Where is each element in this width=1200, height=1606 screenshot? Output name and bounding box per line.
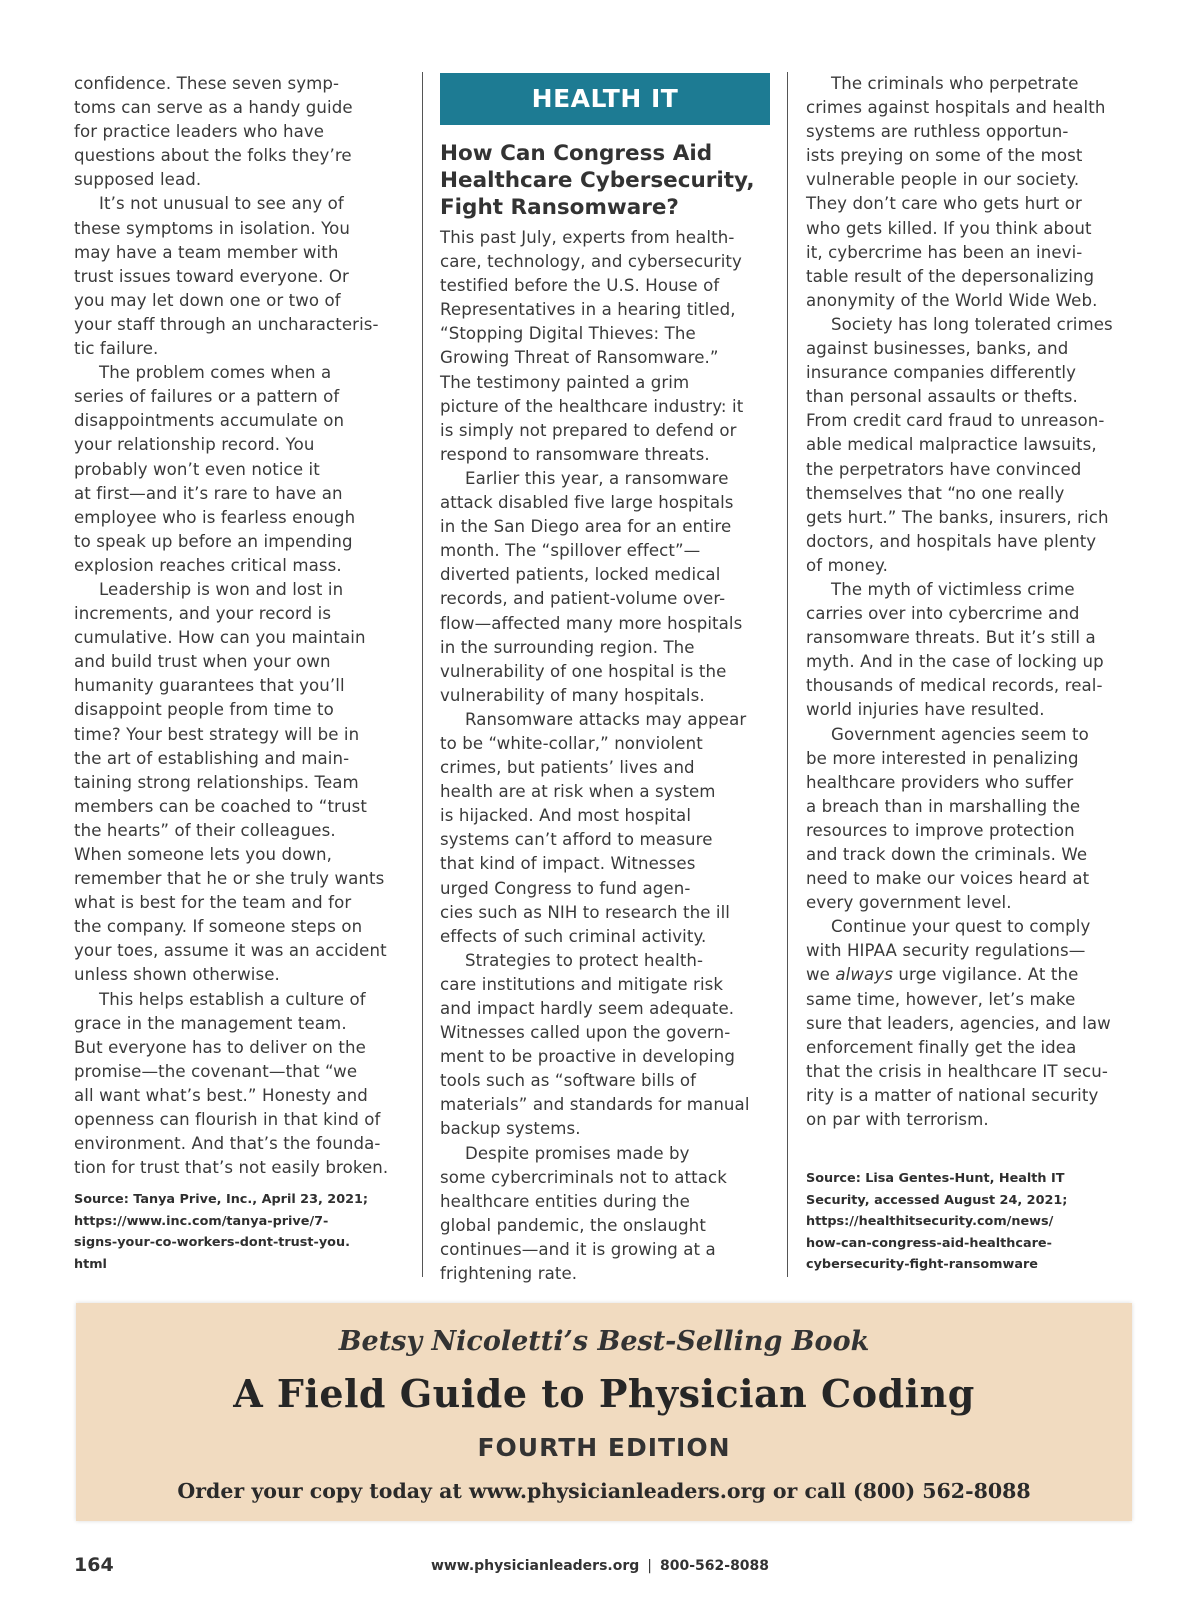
text-line: tools such as “software bills of — [440, 1071, 697, 1091]
text-line: picture of the healthcare industry: it — [440, 396, 744, 416]
page-number: 164 — [74, 1554, 114, 1576]
text-line: environment. And that’s the founda- — [74, 1134, 381, 1154]
text-line: records, and patient-volume over- — [440, 589, 726, 609]
text-line: materials” and standards for manual — [440, 1095, 750, 1115]
source-citation-left — [74, 1189, 368, 1275]
text-line: attack disabled five large hospitals — [440, 493, 734, 513]
text-line: that kind of impact. Witnesses — [440, 854, 696, 874]
text-line: resources to improve protection — [806, 820, 1075, 840]
emphasis-text: always — [835, 965, 893, 985]
text-line: This past July, experts from health- — [440, 228, 735, 247]
text-line: to be “white-collar,” nonviolent — [440, 733, 703, 753]
article-column-right — [806, 72, 1146, 1132]
article-column-left — [74, 72, 404, 1180]
text-line: need to make our voices heard at — [806, 869, 1090, 889]
source-line: Security, accessed August 24, 2021; — [806, 1192, 1068, 1208]
text-line: you may let down one or two of — [74, 290, 341, 310]
text-line: Earlier this year, a ransomware — [465, 468, 729, 488]
text-line: ists preying on some of the most — [806, 146, 1083, 166]
text-line: Continue your quest to comply — [831, 917, 1091, 937]
text-line: The problem comes when a — [99, 363, 332, 383]
source-line: https://www.inc.com/tanya-prive/7- — [74, 1213, 329, 1229]
text-line: crimes against hospitals and health — [806, 98, 1106, 118]
source-line: signs-your-co-workers-dont-trust-you. — [74, 1235, 350, 1250]
text-line: the perpetrators have convinced — [806, 459, 1082, 479]
text-line: openness can flourish in that kind of — [74, 1110, 381, 1130]
text-line: Despite promises made by — [465, 1143, 690, 1163]
article-headline — [440, 140, 770, 221]
text-line: the art of establishing and main- — [74, 748, 350, 768]
text-line: flow—affected many more hospitals — [440, 613, 743, 633]
text-line: vulnerable people in our society. — [806, 170, 1080, 190]
text-line: same time, however, let’s make — [806, 989, 1076, 1009]
text-line: urged Congress to fund agen- — [440, 878, 691, 898]
ad-order-line: Order your copy today at www.physicianleaders.org or call (800) 562-8088 — [177, 1479, 1031, 1503]
text-line: vulnerability of many hospitals. — [440, 685, 705, 705]
text-line: continues—and it is growing at a — [440, 1239, 716, 1259]
column-divider-left — [422, 72, 423, 1277]
text-line: taining strong relationships. Team — [74, 772, 359, 792]
text-line: world injuries have resulted. — [806, 700, 1045, 720]
text-line: a breach than in marshalling the — [806, 796, 1081, 816]
text-line: healthcare providers who suffer — [806, 772, 1074, 792]
text-line: Strategies to protect health- — [465, 950, 704, 970]
text-line: vulnerability of one hospital is the — [440, 661, 727, 681]
text-line: When someone lets you down, — [74, 845, 333, 864]
text-line: “Stopping Digital Thieves: The — [440, 324, 696, 344]
section-banner: HEALTH IT — [440, 73, 770, 125]
text-line: systems can’t afford to measure — [440, 830, 713, 850]
text-line: members can be coached to “trust — [74, 796, 367, 816]
text-line: healthcare entities during the — [440, 1191, 690, 1211]
text-line: your relationship record. You — [74, 435, 315, 455]
text-line: doctors, and hospitals have plenty — [806, 531, 1097, 551]
column-divider-right — [787, 72, 788, 1277]
text-line: questions about the folks they’re — [74, 146, 352, 166]
text-line: at first—and it’s rare to have an — [74, 483, 343, 503]
headline-line: Healthcare Cybersecurity, — [440, 168, 755, 193]
text-line — [806, 963, 1146, 987]
text-line: unless shown otherwise. — [74, 965, 280, 985]
text-line: gets hurt.” The banks, insurers, rich — [806, 507, 1109, 527]
text-line: probably won’t even notice it — [74, 459, 320, 479]
text-line: with HIPAA security regulations— — [806, 941, 1086, 961]
text-line: your staff through an uncharacteris- — [74, 314, 379, 334]
source-line: Source: Tanya Prive, Inc., April 23, 2021; — [74, 1192, 369, 1207]
text-line: and track down the criminals. We — [806, 845, 1088, 864]
text-line: every government level. — [806, 893, 1012, 913]
text-line: is simply not prepared to defend or — [440, 420, 737, 440]
text-line: promise—the covenant—that “we — [74, 1061, 358, 1081]
text-line: disappointments accumulate on — [74, 411, 345, 431]
text-line: Leadership is won and lost in — [99, 579, 344, 599]
text-line: supposed lead. — [74, 170, 202, 190]
text-line: explosion reaches critical mass. — [74, 555, 342, 575]
source-citation-right — [806, 1168, 1067, 1276]
text-line: The myth of victimless crime — [831, 579, 1075, 599]
text-line: table result of the depersonalizing — [806, 266, 1095, 286]
text-run: urge vigilance. At the — [892, 965, 1079, 985]
text-line: From credit card fraud to unreason- — [806, 411, 1105, 431]
text-line: cumulative. How can you maintain — [74, 628, 366, 648]
text-line: care, technology, and cybersecurity — [440, 252, 742, 272]
text-line: cies such as NIH to research the ill — [440, 902, 731, 922]
text-line: it, cybercrime has been an inevi- — [806, 242, 1083, 262]
text-line: the company. If someone steps on — [74, 917, 363, 937]
text-line: than personal assaults or thefts. — [806, 387, 1078, 407]
source-line: cybersecurity-fight-ransomware — [806, 1257, 1038, 1272]
text-line: ransomware threats. But it’s still a — [806, 628, 1096, 648]
source-line: how-can-congress-aid-healthcare- — [806, 1235, 1052, 1251]
text-line: Growing Threat of Ransomware.” — [440, 348, 719, 368]
text-line: able medical malpractice lawsuits, — [806, 435, 1097, 455]
text-line: insurance companies differently — [806, 363, 1077, 383]
text-line: all want what’s best.” Honesty and — [74, 1085, 368, 1105]
text-line: myth. And in the case of locking up — [806, 652, 1104, 672]
text-line: grace in the management team. — [74, 1013, 347, 1033]
text-line: remember that he or she truly wants — [74, 869, 385, 889]
text-line: respond to ransomware threats. — [440, 444, 710, 464]
text-line: backup systems. — [440, 1119, 581, 1139]
article-column-middle — [440, 226, 770, 1286]
text-line: to speak up before an impending — [74, 531, 353, 551]
headline-line: Fight Ransomware? — [440, 195, 679, 220]
text-line: tion for trust that’s not easily broken. — [74, 1158, 389, 1178]
text-line: thousands of medical records, real- — [806, 676, 1103, 696]
text-line: carries over into cybercrime and — [806, 604, 1080, 624]
footer-phone: 800-562-8088 — [660, 1558, 770, 1574]
text-line: is hijacked. And most hospital — [440, 806, 692, 826]
text-line: humanity guarantees that you’ll — [74, 676, 345, 696]
footer-website: www.physicianleaders.org — [430, 1558, 640, 1574]
text-line: what is best for the team and for — [74, 893, 352, 913]
text-line: these symptoms in isolation. You — [74, 218, 350, 238]
text-line: crimes, but patients’ lives and — [440, 758, 695, 778]
text-line: on par with terrorism. — [806, 1110, 989, 1130]
text-line: rity is a matter of national security — [806, 1085, 1099, 1105]
text-line: themselves that “no one really — [806, 483, 1065, 503]
text-line: the hearts” of their colleagues. — [74, 820, 336, 840]
text-line: Witnesses called upon the govern- — [440, 1023, 731, 1043]
text-line: against businesses, banks, and — [806, 339, 1069, 359]
text-line: in the surrounding region. The — [440, 637, 695, 657]
text-line: increments, and your record is — [74, 604, 332, 624]
text-line: and build trust when your own — [74, 652, 331, 672]
headline-line: How Can Congress Aid — [440, 141, 713, 166]
text-line: It’s not unusual to see any of — [99, 194, 344, 214]
text-line: But everyone has to deliver on the — [74, 1037, 366, 1057]
text-line: diverted patients, locked medical — [440, 565, 721, 585]
text-line: care institutions and mitigate risk — [440, 974, 724, 994]
source-line: https://healthitsecurity.com/news/ — [806, 1214, 1054, 1229]
text-line: Government agencies seem to — [831, 724, 1089, 744]
text-line: toms can serve as a handy guide — [74, 98, 353, 118]
text-line: series of failures or a pattern of — [74, 387, 340, 407]
text-line: in the San Diego area for an entire — [440, 517, 732, 537]
text-line: global pandemic, the onslaught — [440, 1215, 706, 1235]
text-line: effects of such criminal activity. — [440, 926, 707, 946]
text-line: ment to be proactive in developing — [440, 1047, 736, 1067]
source-line: Source: Lisa Gentes-Hunt, Health IT — [806, 1171, 1065, 1186]
text-line: of money. — [806, 555, 888, 575]
text-line: This helps establish a culture of — [99, 989, 366, 1009]
ad-book-title: A Field Guide to Physician Coding — [233, 1371, 975, 1416]
ad-edition: FOURTH EDITION — [477, 1433, 731, 1462]
text-line: enforcement finally get the idea — [806, 1037, 1077, 1057]
text-line: may have a team member with — [74, 242, 339, 262]
text-line: some cybercriminals not to attack — [440, 1167, 727, 1187]
text-line: for practice leaders who have — [74, 122, 325, 142]
ad-author-line: Betsy Nicoletti’s Best-Selling Book — [338, 1326, 870, 1357]
text-line: employee who is fearless enough — [74, 507, 356, 527]
text-line: systems are ruthless opportun- — [806, 122, 1069, 142]
text-line: Representatives in a hearing titled, — [440, 300, 736, 320]
text-line: Society has long tolerated crimes — [831, 314, 1113, 334]
page-footer — [0, 1558, 1200, 1574]
text-line: and impact hardly seem adequate. — [440, 999, 735, 1018]
text-line: frightening rate. — [440, 1264, 578, 1284]
text-line: testified before the U.S. House of — [440, 276, 720, 296]
text-line: sure that leaders, agencies, and law — [806, 1013, 1111, 1033]
text-line: anonymity of the World Wide Web. — [806, 290, 1098, 310]
footer-separator: | — [647, 1558, 652, 1574]
text-run: we — [806, 965, 836, 985]
text-line: The testimony painted a grim — [440, 372, 690, 392]
text-line: time? Your best strategy will be in — [74, 724, 360, 744]
text-line: be more interested in penalizing — [806, 748, 1079, 768]
text-line: disappoint people from time to — [74, 700, 334, 720]
source-line: html — [74, 1256, 107, 1272]
text-line: Ransomware attacks may appear — [465, 709, 747, 729]
text-line: trust issues toward everyone. Or — [74, 266, 349, 286]
text-line: who gets killed. If you think about — [806, 218, 1092, 238]
book-advertisement — [76, 1303, 1132, 1521]
text-line: that the crisis in healthcare IT secu- — [806, 1061, 1108, 1081]
text-line: confidence. These seven symp- — [74, 74, 340, 93]
text-line: tic failure. — [74, 339, 159, 359]
text-line: health are at risk when a system — [440, 782, 716, 802]
text-line: The criminals who perpetrate — [831, 74, 1079, 93]
text-line: month. The “spillover effect”— — [440, 541, 701, 561]
text-line: your toes, assume it was an accident — [74, 941, 387, 961]
text-line: They don’t care who gets hurt or — [806, 194, 1082, 214]
